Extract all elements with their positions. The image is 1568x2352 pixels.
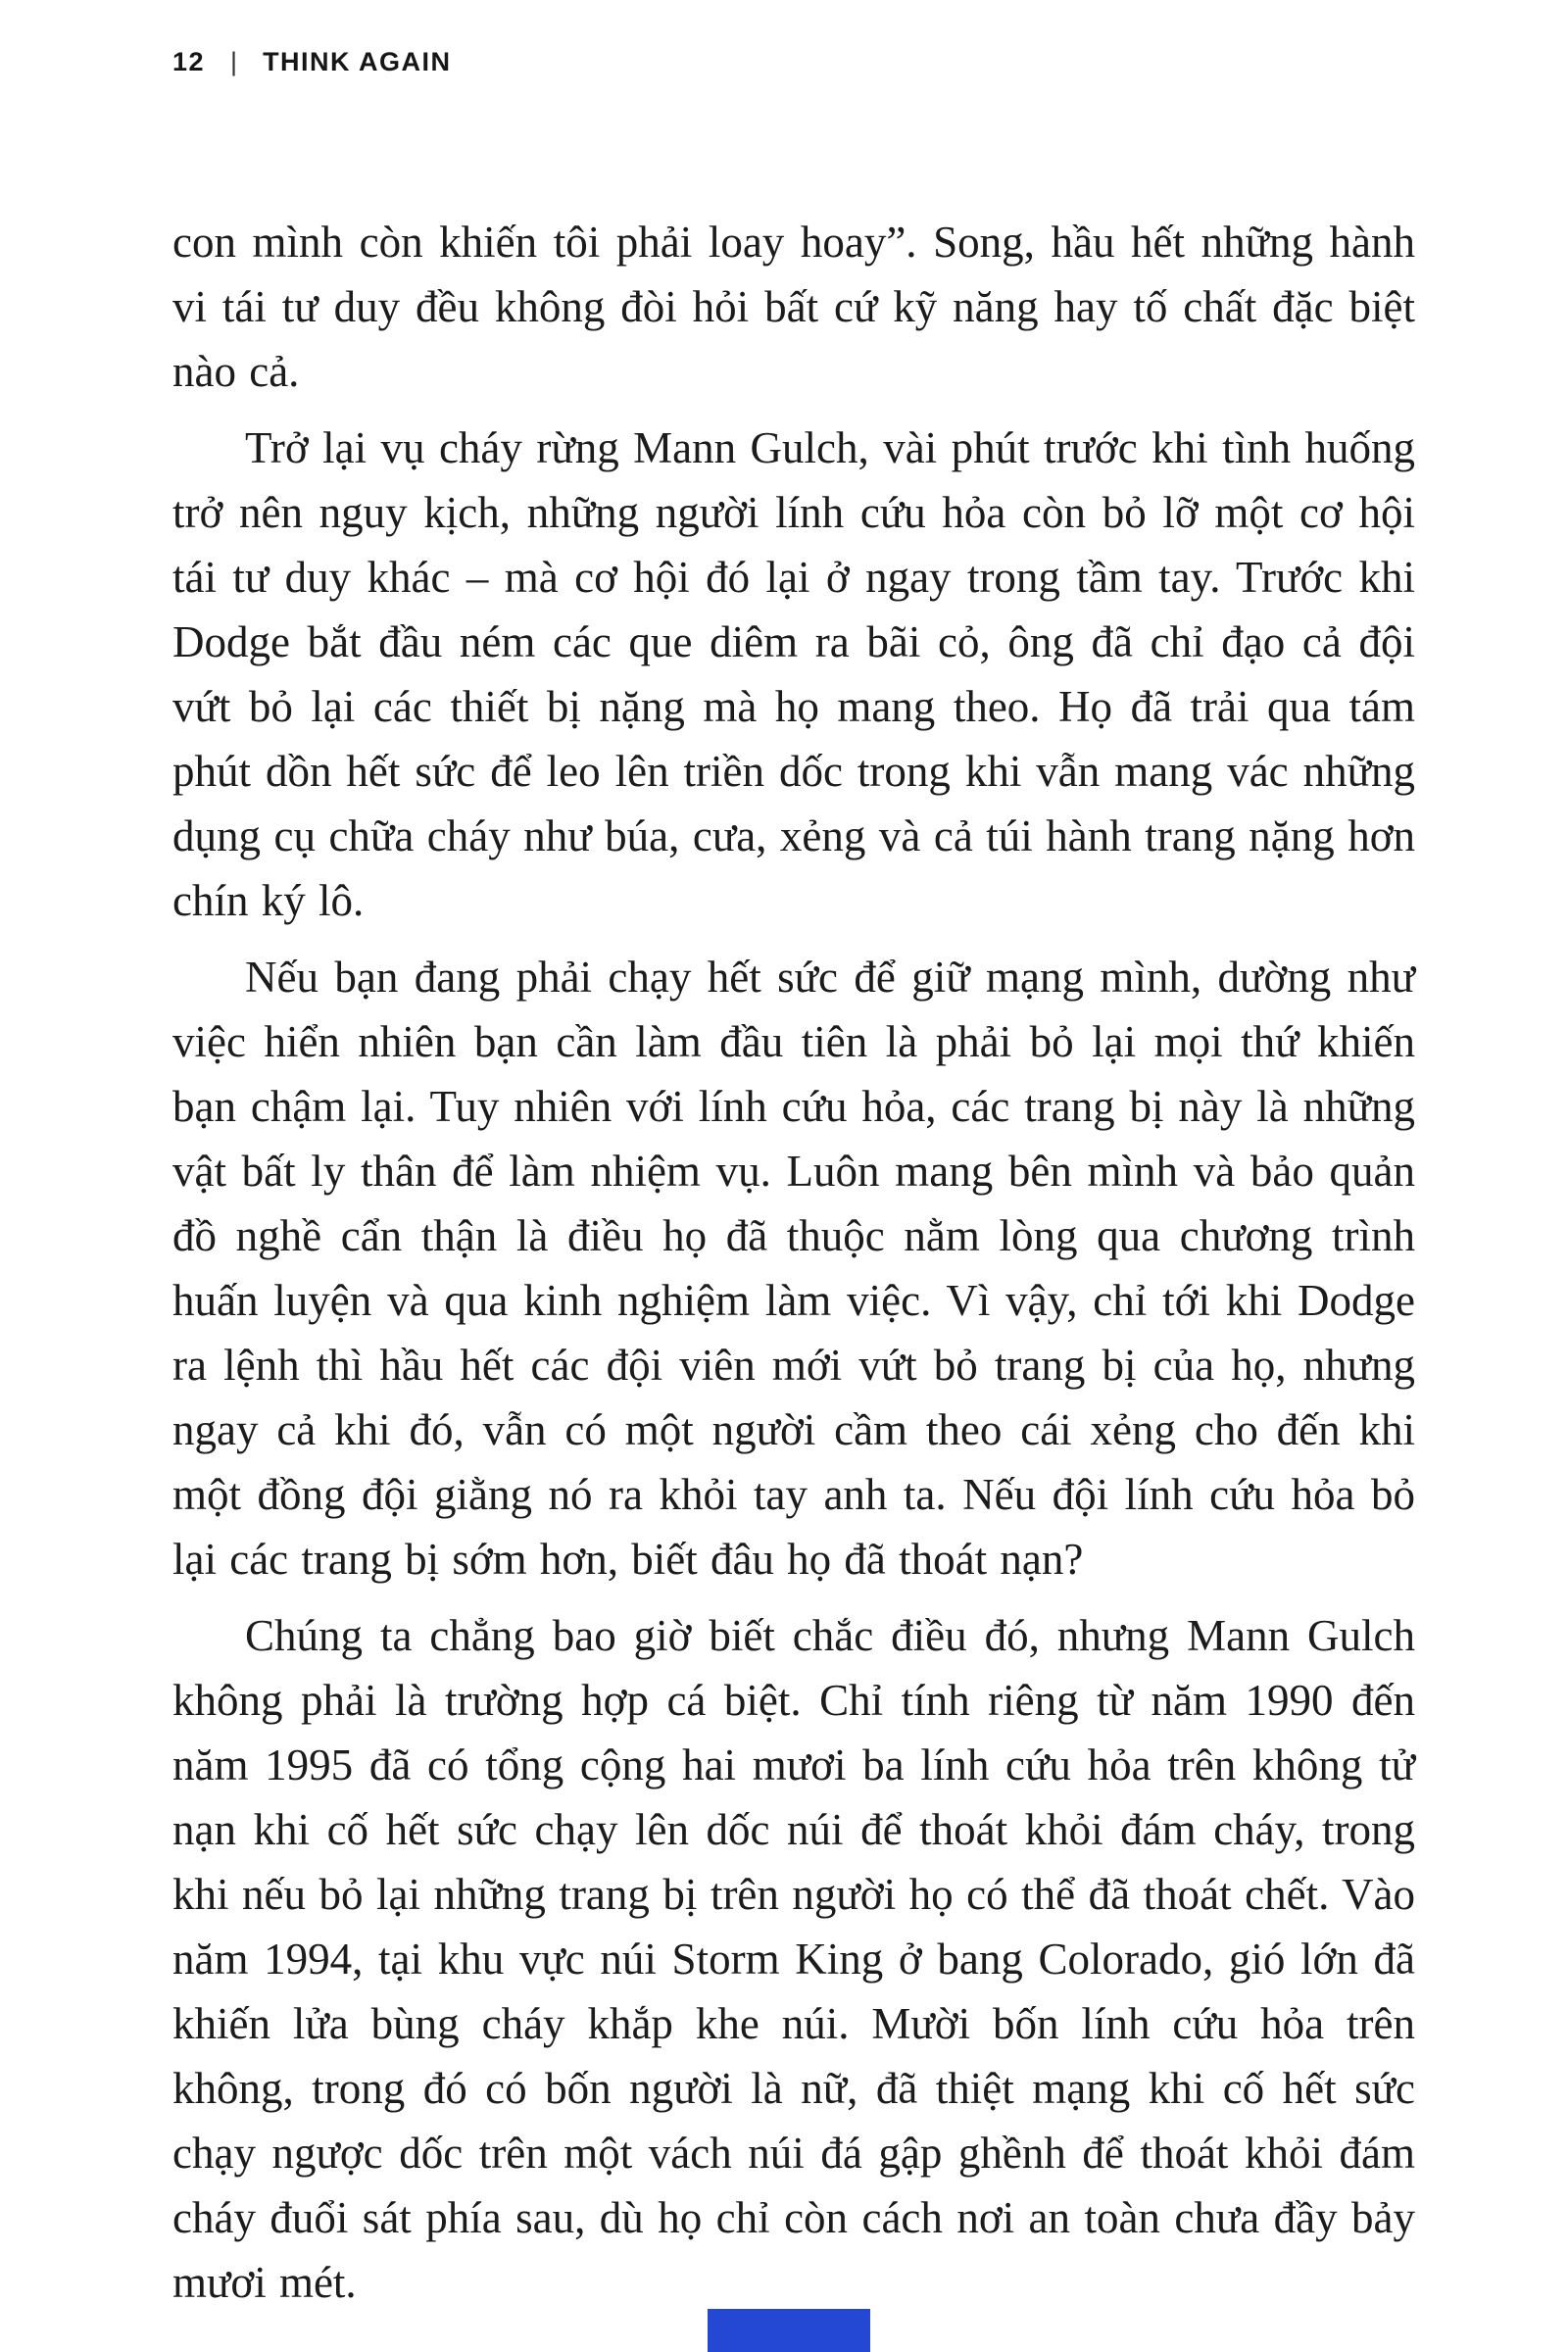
header-separator: | bbox=[230, 47, 238, 76]
paragraph: Nếu bạn đang phải chạy hết sức để giữ mạng mình, dường như việc hiển nhiên bạn cần làm đầu tiên là phải bỏ lại mọi thứ khiến bạn chậm lại. Tuy nhiên với lính cứu hỏa, các trang bị này là những vật bất ly thân để làm nhiệm vụ. Luôn mang bên mình và bảo quản đồ nghề cẩn thận là điều họ đã thuộc nằm lòng qua chương trình huấn luyện và qua kinh nghiệm làm việc. Vì vậy, chỉ tới khi Dodge ra lệnh thì hầu hết các đội viên mới vứt bỏ trang bị của họ, nhưng ngay cả khi đó, vẫn có một người cầm theo cái xẻng cho đến khi một đồng đội giằng nó ra khỏi tay anh ta. Nếu đội lính cứu hỏa bỏ lại các trang bị sớm hơn, biết đâu họ đã thoát nạn? bbox=[172, 953, 1415, 1584]
bottom-blue-marker bbox=[708, 2309, 870, 2352]
page-number: 12 bbox=[172, 47, 206, 76]
paragraph: Trở lại vụ cháy rừng Mann Gulch, vài phút trước khi tình huống trở nên nguy kịch, những người lính cứu hỏa còn bỏ lỡ một cơ hội tái tư duy khác – mà cơ hội đó lại ở ngay trong tầm tay. Trước khi Dodge bắt đầu ném các que diêm ra bãi cỏ, ông đã chỉ đạo cả đội vứt bỏ lại các thiết bị nặng mà họ mang theo. Họ đã trải qua tám phút dồn hết sức để leo lên triền dốc trong khi vẫn mang vác những dụng cụ chữa cháy như búa, cưa, xẻng và cả túi hành trang nặng hơn chín ký lô. bbox=[172, 423, 1415, 925]
page-body bbox=[172, 210, 1415, 2327]
book-title: THINK AGAIN bbox=[263, 47, 452, 76]
paragraph: con mình còn khiến tôi phải loay hoay”. Song, hầu hết những hành vi tái tư duy đều không đòi hỏi bất cứ kỹ năng hay tố chất đặc biệt nào cả. bbox=[172, 218, 1415, 396]
paragraph: Chúng ta chẳng bao giờ biết chắc điều đó, nhưng Mann Gulch không phải là trường hợp cá biệt. Chỉ tính riêng từ năm 1990 đến năm 1995 đã có tổng cộng hai mươi ba lính cứu hỏa trên không tử nạn khi cố hết sức chạy lên dốc núi để thoát khỏi đám cháy, trong khi nếu bỏ lại những trang bị trên người họ có thể đã thoát chết. Vào năm 1994, tại khu vực núi Storm King ở bang Colorado, gió lớn đã khiến lửa bùng cháy khắp khe núi. Mười bốn lính cứu hỏa trên không, trong đó có bốn người là nữ, đã thiệt mạng khi cố hết sức chạy ngược dốc trên một vách núi đá gập ghềnh để thoát khỏi đám cháy đuổi sát phía sau, dù họ chỉ còn cách nơi an toàn chưa đầy bảy mươi mét. bbox=[172, 1611, 1415, 2307]
page-header bbox=[172, 47, 452, 77]
